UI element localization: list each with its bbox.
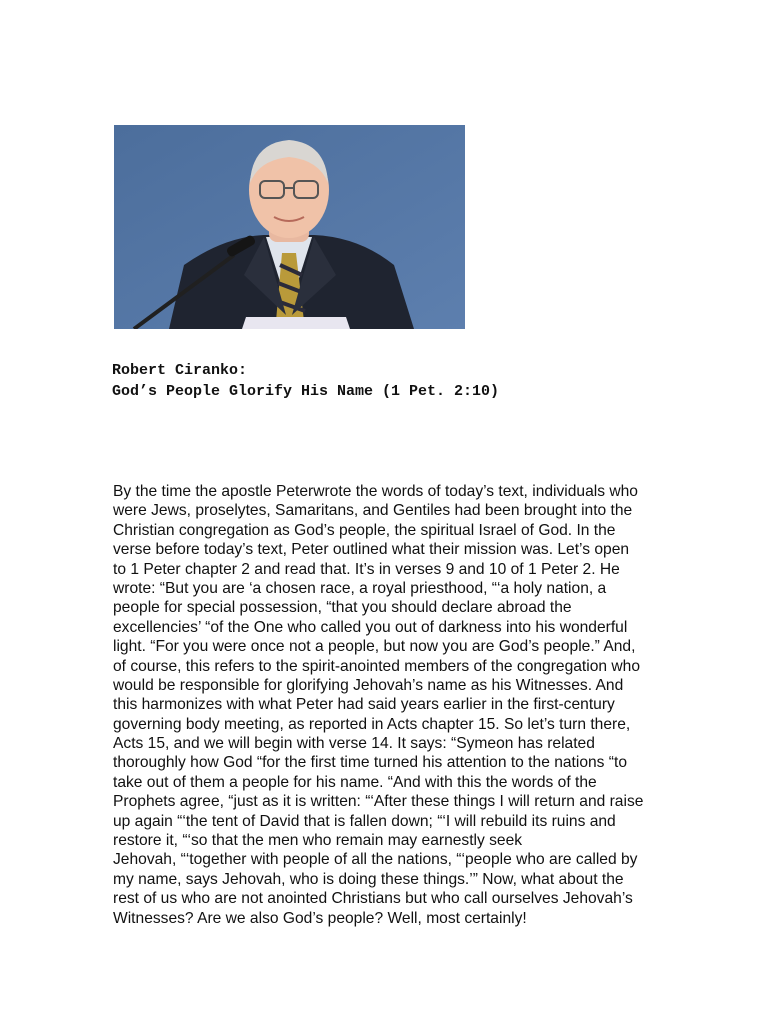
- paragraph-line: governing body meeting, as reported in Acts chapter 15. So let’s turn there,: [113, 715, 631, 733]
- paragraph-line: verse before today’s text, Peter outlined what their mission was. Let’s open: [113, 541, 630, 559]
- paragraph-line: would be responsible for glorifying Jehovah’s name as his Witnesses. And: [113, 676, 624, 694]
- paragraph-line: wrote: “But you are ‘a chosen race, a royal priesthood, “‘a holy nation, a: [113, 579, 607, 597]
- paragraph-line: people for special possession, “that you should declare abroad the: [113, 599, 572, 617]
- document-heading: [112, 360, 499, 402]
- body-paragraph: [113, 482, 673, 928]
- paragraph-line: of course, this refers to the spirit-anointed members of the congregation who: [113, 657, 640, 675]
- paragraph-line: up again “‘the tent of David that is fallen down; “‘I will rebuild its ruins and: [113, 812, 616, 830]
- talk-title: God’s People Glorify His Name (1 Pet. 2:10): [112, 383, 500, 400]
- paragraph-line: restore it, “‘so that the men who remain may earnestly seek: [113, 832, 523, 850]
- speaker-photo: [114, 125, 465, 329]
- paragraph-line: take out of them a people for his name. “And with this the words of the: [113, 773, 597, 791]
- paragraph-line: By the time the apostle Peterwrote the words of today’s text, individuals who: [113, 483, 638, 500]
- paragraph-line: were Jews, proselytes, Samaritans, and Gentiles had been brought into the: [113, 502, 633, 520]
- paragraph-line: my name, says Jehovah, who is doing these things.’” Now, what about the: [113, 870, 624, 888]
- paragraph-line: light. “For you were once not a people, but now you are God’s people.” And,: [113, 638, 636, 656]
- paragraph-line: thoroughly how God “for the first time turned his attention to the nations “to: [113, 754, 628, 772]
- speaker-photo-illustration: [114, 125, 465, 329]
- paragraph-line: Prophets agree, “just as it is written: “‘After these things I will return and raise: [113, 793, 644, 811]
- paragraph-line: Witnesses? Are we also God’s people? Well, most certainly!: [113, 909, 527, 927]
- paragraph-line: this harmonizes with what Peter had said years earlier in the first-century: [113, 696, 615, 714]
- paragraph-line: excellencies’ “of the One who called you out of darkness into his wonderful: [113, 618, 628, 636]
- paragraph-line: to 1 Peter chapter 2 and read that. It’s in verses 9 and 10 of 1 Peter 2. He: [113, 560, 620, 578]
- paragraph-line: Acts 15, and we will begin with verse 14. It says: “Symeon has related: [113, 735, 595, 753]
- paragraph-line: Jehovah, “‘together with people of all the nations, “‘people who are called by: [113, 851, 638, 869]
- paragraph-line: Christian congregation as God’s people, the spiritual Israel of God. In the: [113, 521, 616, 539]
- paragraph-line: rest of us who are not anointed Christians but who call ourselves Jehovah’s: [113, 890, 633, 908]
- author-name: Robert Ciranko:: [112, 362, 248, 379]
